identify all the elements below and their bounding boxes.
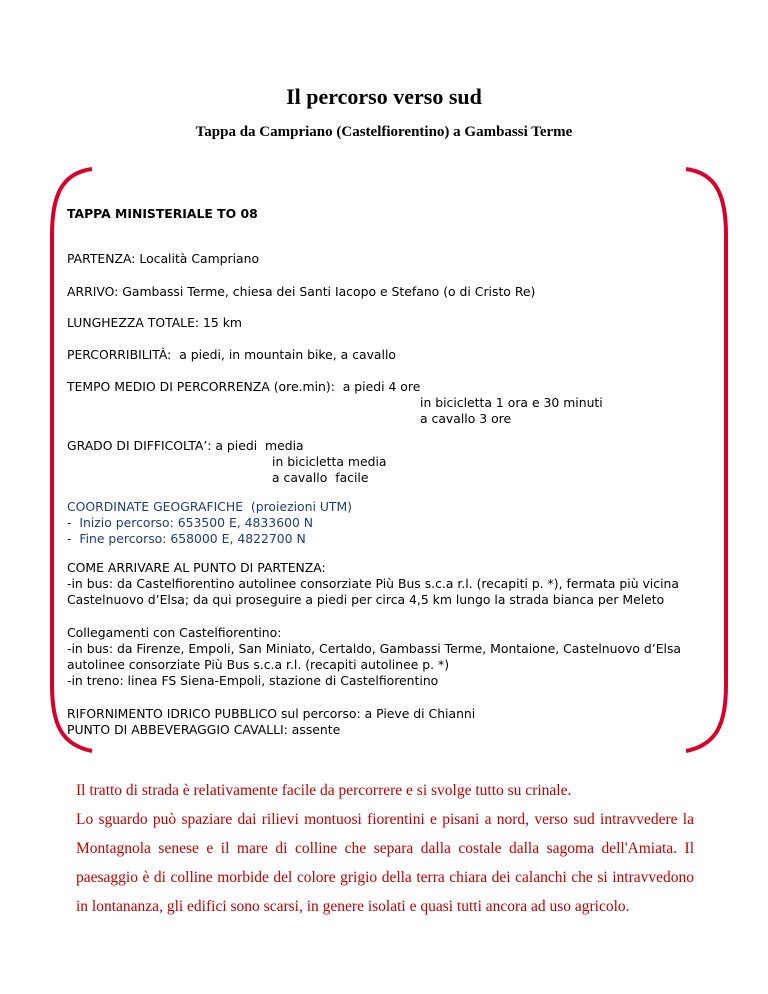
- departure: PARTENZA: Località Campriano: [67, 251, 260, 266]
- accessibility: PERCORRIBILITÀ: a piedi, in mountain bike, a cavallo: [67, 347, 396, 362]
- connections-line-2: autolinee consorziate Più Bus s.c.a r.l. (recapiti autolinee p. *): [67, 657, 450, 672]
- how-to-arrive-line-1: -in bus: da Castelfiorentino autolinee consorziate Più Bus s.c.a r.l. (recapiti p. *), fermata più vicina: [67, 576, 679, 591]
- travel-time-horse: a cavallo 3 ore: [420, 411, 512, 426]
- horse-watering: PUNTO DI ABBEVERAGGIO CAVALLI: assente: [67, 722, 341, 737]
- description-paragraph-1: Il tratto di strada è relativamente facile da percorrere e si svolge tutto su crinale.: [76, 782, 572, 799]
- page-subtitle: Tappa da Campriano (Castelfiorentino) a Gambassi Terme: [195, 124, 573, 140]
- difficulty-horse: a cavallo facile: [272, 470, 369, 485]
- total-length: LUNGHEZZA TOTALE: 15 km: [67, 315, 242, 330]
- right-bracket: [678, 165, 738, 755]
- difficulty-bike: in bicicletta media: [272, 454, 387, 469]
- travel-time: TEMPO MEDIO DI PERCORRENZA (ore.min): a piedi 4 ore: [67, 379, 421, 394]
- coordinates-end: - Fine percorso: 658000 E, 4822700 N: [67, 531, 306, 546]
- how-to-arrive-label: COME ARRIVARE AL PUNTO DI PARTENZA:: [67, 560, 326, 575]
- stage-heading: TAPPA MINISTERIALE TO 08: [67, 206, 258, 221]
- page-title: Il percorso verso sud: [286, 84, 482, 109]
- connections-line-3: -in treno: linea FS Siena-Empoli, stazione di Castelfiorentino: [67, 673, 439, 688]
- water-supply: RIFORNIMENTO IDRICO PUBBLICO sul percorso: a Pieve di Chianni: [67, 706, 476, 721]
- arrival: ARRIVO: Gambassi Terme, chiesa dei Santi Iacopo e Stefano (o di Cristo Re): [67, 284, 536, 299]
- travel-time-bike: in bicicletta 1 ora e 30 minuti: [420, 395, 603, 410]
- description-paragraph-2: Lo sguardo può spaziare dai rilievi montuosi fiorentini e pisani a nord, verso sud intravvedere la Montagnola senese e il mare di colline che separa dalla costale dalla sagoma dell'Amiata. Il paesaggio è di colline morbide del colore grigio della terra chiara dei calanchi che si intravvedono in lontananza, gli edifici sono scarsi, in genere isolati e quasi tutti ancora ad uso agricolo.: [76, 811, 694, 915]
- how-to-arrive-line-2: Castelnuovo d’Elsa; da qui proseguire a piedi per circa 4,5 km lungo la strada bianca per Meleto: [67, 592, 665, 607]
- difficulty: GRADO DI DIFFICOLTA’: a piedi media: [67, 438, 304, 453]
- coordinates-start: - Inizio percorso: 653500 E, 4833600 N: [67, 515, 314, 530]
- connections-label: Collegamenti con Castelfiorentino:: [67, 625, 282, 640]
- route-description: [76, 776, 694, 921]
- connections-line-1: -in bus: da Firenze, Empoli, San Miniato, Certaldo, Gambassi Terme, Montaione, Castelnuovo d’Elsa: [67, 641, 682, 656]
- coordinates-label: COORDINATE GEOGRAFICHE (proiezioni UTM): [67, 499, 352, 514]
